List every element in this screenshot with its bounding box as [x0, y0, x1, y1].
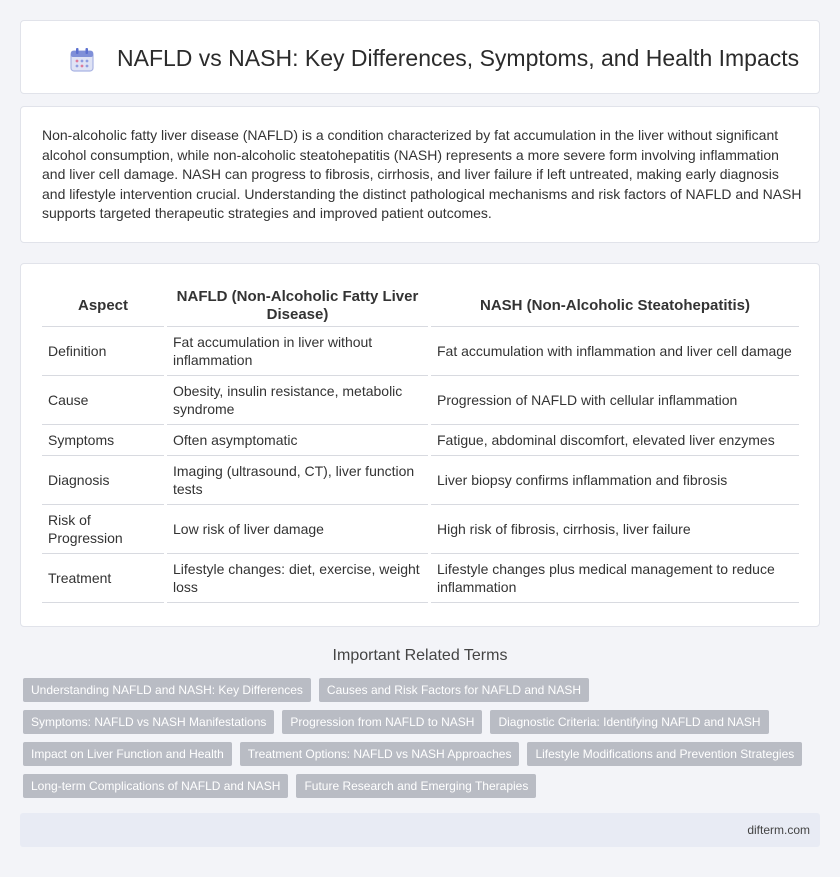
row-nash: Progression of NAFLD with cellular inflammation: [431, 376, 799, 425]
row-nafld: Fat accumulation in liver without inflammation: [167, 327, 428, 376]
header-card: [20, 20, 820, 94]
intro-card: [20, 106, 820, 243]
related-term-tag[interactable]: Causes and Risk Factors for NAFLD and NASH: [319, 678, 589, 702]
page-title: NAFLD vs NASH: Key Differences, Symptoms, and Health Impacts: [117, 45, 800, 71]
related-terms-list: [23, 678, 823, 806]
table-row: [42, 554, 799, 603]
header-aspect: Aspect: [42, 286, 164, 327]
row-aspect: Cause: [42, 376, 164, 425]
related-terms-title: Important Related Terms: [332, 647, 508, 664]
row-aspect: Definition: [42, 327, 164, 376]
row-aspect: Treatment: [42, 554, 164, 603]
related-term-tag[interactable]: Understanding NAFLD and NASH: Key Differences: [23, 678, 311, 702]
table-row: [42, 376, 799, 425]
row-aspect: Risk of Progression: [42, 505, 164, 554]
header-nash: NASH (Non-Alcoholic Steatohepatitis): [431, 286, 799, 327]
footer: [20, 813, 820, 847]
row-nash: Lifestyle changes plus medical management to reduce inflammation: [431, 554, 799, 603]
row-nafld: Obesity, insulin resistance, metabolic syndrome: [167, 376, 428, 425]
related-term-tag[interactable]: Treatment Options: NAFLD vs NASH Approaches: [240, 742, 520, 766]
related-term-tag[interactable]: Future Research and Emerging Therapies: [296, 774, 536, 798]
comparison-table: [42, 286, 799, 603]
header-nafld: NAFLD (Non-Alcoholic Fatty Liver Disease): [167, 286, 428, 327]
related-term-tag[interactable]: Long-term Complications of NAFLD and NASH: [23, 774, 288, 798]
table-row: [42, 505, 799, 554]
related-term-tag[interactable]: Impact on Liver Function and Health: [23, 742, 232, 766]
table-row: [42, 456, 799, 505]
related-term-tag[interactable]: Symptoms: NAFLD vs NASH Manifestations: [23, 710, 274, 734]
row-nash: High risk of fibrosis, cirrhosis, liver failure: [431, 505, 799, 554]
comparison-card: [20, 263, 820, 627]
row-nafld: Imaging (ultrasound, CT), liver function tests: [167, 456, 428, 505]
related-term-tag[interactable]: Diagnostic Criteria: Identifying NAFLD and NASH: [490, 710, 768, 734]
calendar-icon: [67, 45, 97, 75]
related-term-tag[interactable]: Lifestyle Modifications and Prevention Strategies: [527, 742, 802, 766]
footer-site-link[interactable]: difterm.com: [747, 823, 810, 837]
row-nafld: Low risk of liver damage: [167, 505, 428, 554]
row-aspect: Diagnosis: [42, 456, 164, 505]
row-aspect: Symptoms: [42, 425, 164, 456]
row-nash: Fat accumulation with inflammation and liver cell damage: [431, 327, 799, 376]
row-nash: Fatigue, abdominal discomfort, elevated liver enzymes: [431, 425, 799, 456]
table-row: [42, 327, 799, 376]
row-nafld: Lifestyle changes: diet, exercise, weight loss: [167, 554, 428, 603]
related-term-tag[interactable]: Progression from NAFLD to NASH: [282, 710, 482, 734]
intro-text: Non-alcoholic fatty liver disease (NAFLD) is a condition characterized by fat accumulation in the liver without significant alcohol consumption, while non-alcoholic steatohepatitis (NASH) represents a more severe form involving inflammation and liver cell damage. NASH can progress to fibrosis, cirrhosis, and liver failure if left untreated, making early diagnosis and lifestyle intervention crucial. Understanding the distinct pathological mechanisms and risk factors of NAFLD and NASH supports targeted therapeutic strategies and improved patient outcomes.: [42, 127, 802, 222]
table-header-row: [42, 286, 799, 327]
table-row: [42, 425, 799, 456]
row-nafld: Often asymptomatic: [167, 425, 428, 456]
row-nash: Liver biopsy confirms inflammation and fibrosis: [431, 456, 799, 505]
